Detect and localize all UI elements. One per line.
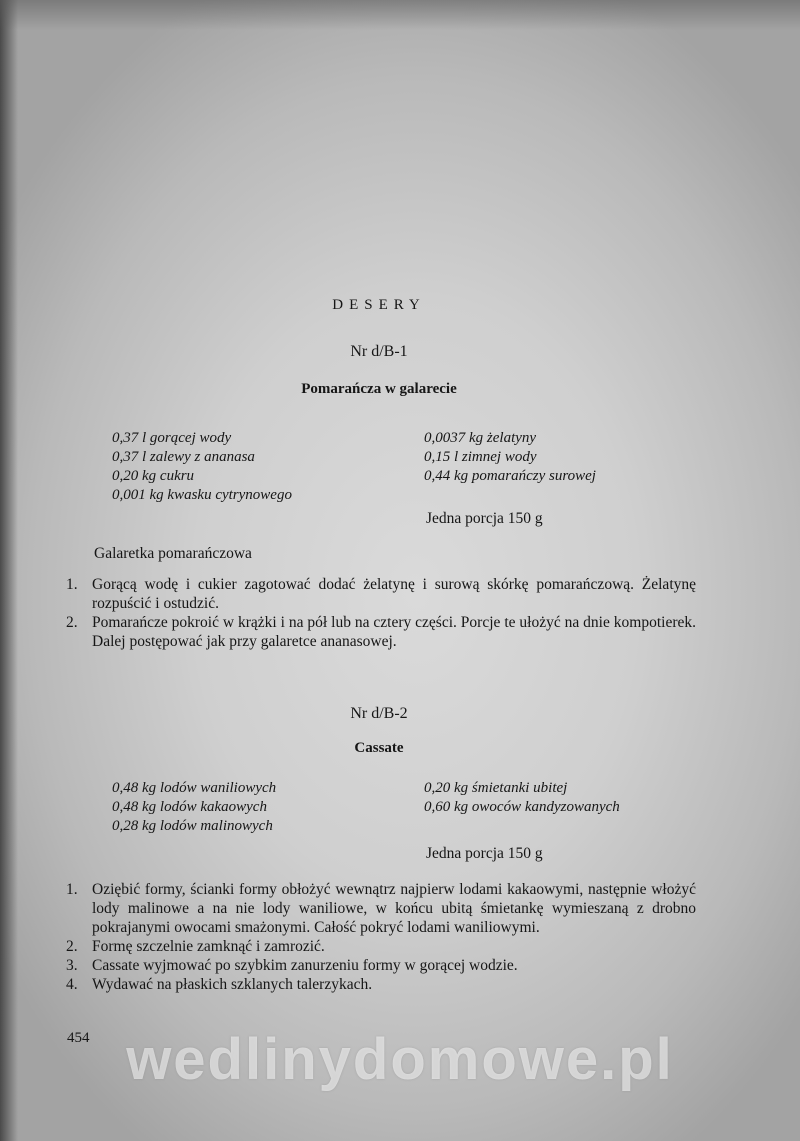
- recipe-2-ingredients-right: [424, 779, 620, 817]
- step-text: Cassate wyjmować po szybkim zanurzeniu formy w gorącej wodzie.: [92, 957, 518, 974]
- step-text: Oziębić formy, ścianki formy obłożyć wewnątrz najpierw lodami kakaowymi, następnie włożyć lody malinowe a na nie lody waniliowe, w końcu ubitą śmietankę wymieszaną z drobno pokrajanymi owocami smażonymi. Całość pokryć lodami waniliowymi.: [92, 881, 696, 936]
- section-title: DESERY: [332, 297, 426, 313]
- ingredient: 0,28 kg lodów malinowych: [112, 818, 273, 834]
- step-text: Formę szczelnie zamknąć i zamrozić.: [92, 938, 325, 955]
- step-number: 2.: [66, 614, 78, 631]
- step-number: 4.: [66, 976, 78, 993]
- step-item: [66, 975, 696, 994]
- ingredient: 0,60 kg owoców kandyzowanych: [424, 799, 620, 815]
- recipe-1-steps: [66, 575, 696, 651]
- recipe-2-number: Nr d/B-2: [350, 705, 408, 722]
- step-number: 2.: [66, 938, 78, 955]
- step-text: Wydawać na płaskich szklanych talerzykach.: [92, 976, 373, 993]
- recipe-1-number: Nr d/B-1: [350, 343, 408, 360]
- step-number: 1.: [66, 576, 78, 593]
- ingredient: 0,48 kg lodów waniliowych: [112, 780, 277, 796]
- ingredient: 0,48 kg lodów kakaowych: [112, 799, 267, 815]
- page-number: 454: [67, 1030, 90, 1046]
- step-item: [66, 937, 696, 956]
- ingredient: 0,0037 kg żelatyny: [424, 430, 537, 446]
- recipe-1-portion: Jedna porcja 150 g: [426, 510, 543, 527]
- recipe-1-subheading: Galaretka pomarańczowa: [94, 545, 252, 562]
- step-number: 1.: [66, 881, 78, 898]
- page-shadow-top: [0, 0, 800, 30]
- recipe-2-steps: [66, 880, 696, 994]
- step-item: [66, 613, 696, 651]
- ingredient: 0,37 l gorącej wody: [112, 430, 232, 446]
- recipe-2-ingredients-left: [112, 779, 276, 836]
- step-text: Gorącą wodę i cukier zagotować dodać żelatynę i surową skórkę pomarańczową. Żelatynę rozpuścić i ostudzić.: [92, 576, 696, 612]
- recipe-2-portion: Jedna porcja 150 g: [426, 845, 543, 862]
- ingredient: 0,44 kg pomarańczy surowej: [424, 468, 596, 484]
- ingredient: 0,001 kg kwasku cytrynowego: [112, 487, 292, 503]
- ingredient: 0,15 l zimnej wody: [424, 449, 537, 465]
- page-shadow-left: [0, 0, 18, 1141]
- recipe-1-name: Pomarańcza w galarecie: [301, 381, 457, 397]
- recipe-1-ingredients-right: [424, 429, 596, 486]
- watermark: wedlinydomowe.pl: [126, 1027, 674, 1092]
- recipe-2-name: Cassate: [354, 740, 404, 756]
- step-text: Pomarańcze pokroić w krążki i na pół lub na cztery części. Porcje te ułożyć na dnie kompotierek. Dalej postępować jak przy galaretce ananasowej.: [92, 614, 696, 650]
- step-item: [66, 956, 696, 975]
- ingredient: 0,20 kg śmietanki ubitej: [424, 780, 568, 796]
- step-number: 3.: [66, 957, 78, 974]
- ingredient: 0,37 l zalewy z ananasa: [112, 449, 255, 465]
- step-item: [66, 575, 696, 613]
- ingredient: 0,20 kg cukru: [112, 468, 195, 484]
- step-item: [66, 880, 696, 937]
- recipe-1-ingredients-left: [112, 429, 292, 505]
